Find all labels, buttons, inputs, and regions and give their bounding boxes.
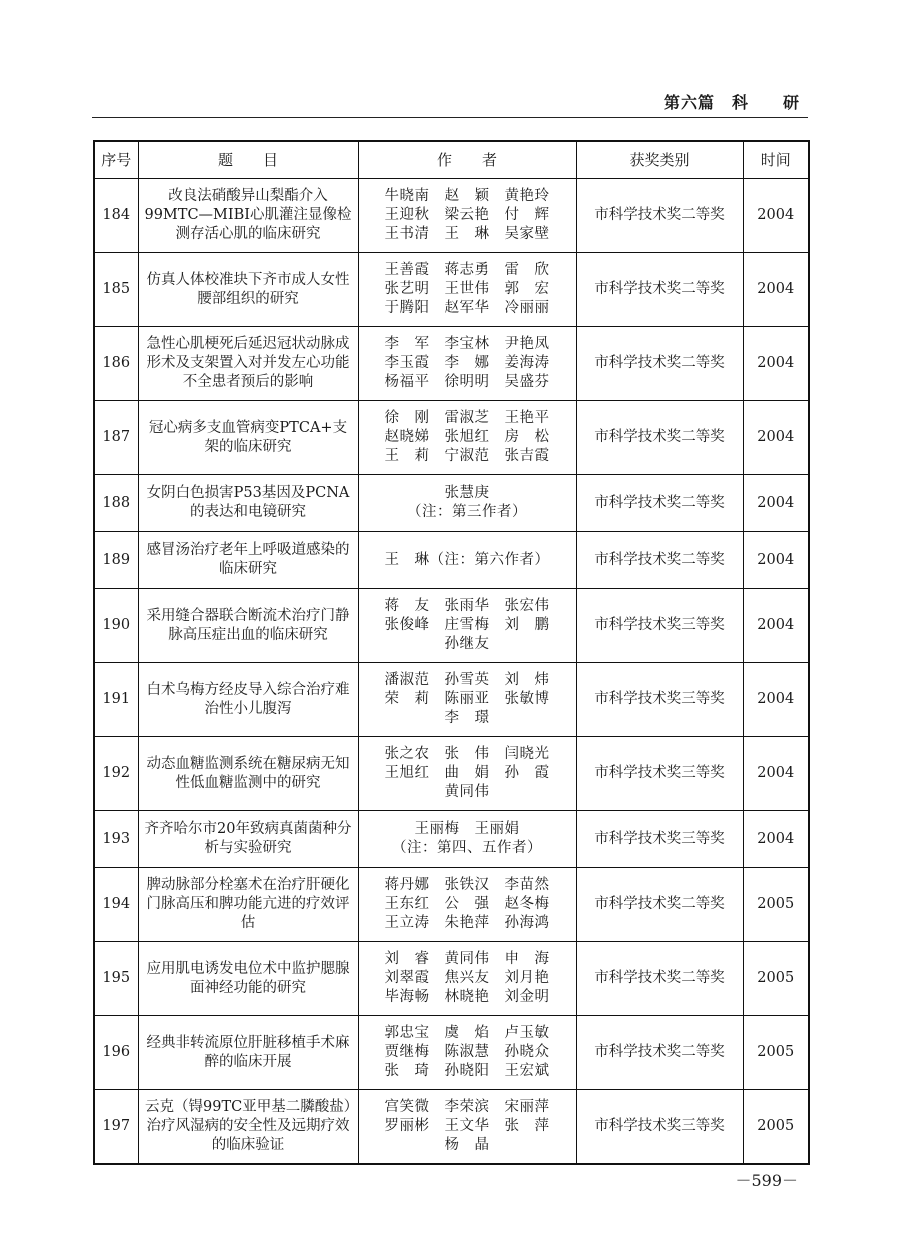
row-award: 市科学技术奖二等奖 — [576, 1016, 743, 1090]
row-year: 2004 — [743, 253, 809, 327]
row-title: 云克（锝99TC亚甲基二膦酸盐）治疗风湿病的安全性及远期疗效的临床验证 — [138, 1090, 358, 1164]
row-num: 190 — [94, 589, 138, 663]
row-title: 急性心肌梗死后延迟冠状动脉成形术及支架置入对并发左心功能不全患者预后的影响 — [138, 327, 358, 401]
row-num: 193 — [94, 811, 138, 868]
page-number: －599－ — [735, 1171, 798, 1190]
row-award: 市科学技术奖二等奖 — [576, 532, 743, 589]
row-award: 市科学技术奖三等奖 — [576, 663, 743, 737]
row-authors: 蒋丹娜 张铁汉 李苗然 王东红 公 强 赵冬梅 王立涛 朱艳萍 孙海鸿 — [358, 868, 576, 942]
table-row — [94, 1016, 809, 1090]
table-row — [94, 811, 809, 868]
row-title: 应用肌电诱发电位术中监护腮腺面神经功能的研究 — [138, 942, 358, 1016]
row-year: 2004 — [743, 179, 809, 253]
row-num: 186 — [94, 327, 138, 401]
row-num: 192 — [94, 737, 138, 811]
row-title: 女阴白色损害P53基因及PCNA的表达和电镜研究 — [138, 475, 358, 532]
table-row — [94, 1090, 809, 1164]
header-year: 时间 — [743, 141, 809, 179]
table-row — [94, 868, 809, 942]
row-title: 脾动脉部分栓塞术在治疗肝硬化门脉高压和脾功能亢进的疗效评估 — [138, 868, 358, 942]
row-num: 194 — [94, 868, 138, 942]
awards-table — [93, 140, 810, 1165]
row-authors: 郭忠宝 虞 焰 卢玉敏 贾继梅 陈淑慧 孙晓众 张 琦 孙晓阳 王宏斌 — [358, 1016, 576, 1090]
table-header-row — [94, 141, 809, 179]
row-award: 市科学技术奖三等奖 — [576, 737, 743, 811]
row-num: 187 — [94, 401, 138, 475]
table-row — [94, 942, 809, 1016]
row-award: 市科学技术奖二等奖 — [576, 253, 743, 327]
header-award: 获奖类别 — [576, 141, 743, 179]
row-title: 冠心病多支血管病变PTCA+支架的临床研究 — [138, 401, 358, 475]
row-title: 感冒汤治疗老年上呼吸道感染的临床研究 — [138, 532, 358, 589]
row-num: 196 — [94, 1016, 138, 1090]
row-title: 采用缝合器联合断流术治疗门静脉高压症出血的临床研究 — [138, 589, 358, 663]
header-num: 序号 — [94, 141, 138, 179]
row-authors: 潘淑范 孙雪英 刘 炜 荣 莉 陈丽亚 张敏博 李 璟 — [358, 663, 576, 737]
row-num: 197 — [94, 1090, 138, 1164]
row-award: 市科学技术奖二等奖 — [576, 475, 743, 532]
row-year: 2004 — [743, 589, 809, 663]
row-year: 2004 — [743, 811, 809, 868]
row-authors: 牛晓南 赵 颖 黄艳玲 王迎秋 梁云艳 付 辉 王书清 王 琳 吴家壁 — [358, 179, 576, 253]
table-row — [94, 401, 809, 475]
table-row — [94, 253, 809, 327]
row-year: 2005 — [743, 868, 809, 942]
row-authors: 王 琳（注：第六作者） — [358, 532, 576, 589]
row-authors: 王丽梅 王丽娟 （注：第四、五作者） — [358, 811, 576, 868]
row-year: 2004 — [743, 532, 809, 589]
row-year: 2005 — [743, 1090, 809, 1164]
row-num: 188 — [94, 475, 138, 532]
table-row — [94, 532, 809, 589]
table-row — [94, 589, 809, 663]
table-row — [94, 179, 809, 253]
table-row — [94, 475, 809, 532]
row-award: 市科学技术奖三等奖 — [576, 811, 743, 868]
row-award: 市科学技术奖三等奖 — [576, 589, 743, 663]
row-year: 2004 — [743, 663, 809, 737]
running-head: 第六篇 科 研 — [663, 93, 800, 112]
row-title: 改良法硝酸异山梨酯介入99MTC—MIBI心肌灌注显像检测存活心肌的临床研究 — [138, 179, 358, 253]
row-title: 经典非转流原位肝脏移植手术麻醉的临床开展 — [138, 1016, 358, 1090]
header-title: 题 目 — [138, 141, 358, 179]
row-num: 191 — [94, 663, 138, 737]
row-authors: 张之农 张 伟 闫晓光 王旭红 曲 娟 孙 霞 黄同伟 — [358, 737, 576, 811]
table-row — [94, 327, 809, 401]
row-award: 市科学技术奖二等奖 — [576, 179, 743, 253]
table-row — [94, 663, 809, 737]
row-authors: 李 军 李宝林 尹艳凤 李玉霞 李 娜 姜海涛 杨福平 徐明明 吴盛芬 — [358, 327, 576, 401]
row-year: 2004 — [743, 737, 809, 811]
row-authors: 王善霞 蒋志勇 雷 欣 张艺明 王世伟 郭 宏 于腾阳 赵军华 冷丽丽 — [358, 253, 576, 327]
row-year: 2005 — [743, 942, 809, 1016]
row-title: 白术乌梅方经皮导入综合治疗难治性小儿腹泻 — [138, 663, 358, 737]
row-authors: 宫笑微 李荣滨 宋丽萍 罗丽彬 王文华 张 萍 杨 晶 — [358, 1090, 576, 1164]
row-award: 市科学技术奖二等奖 — [576, 327, 743, 401]
row-year: 2004 — [743, 327, 809, 401]
row-authors: 徐 刚 雷淑芝 王艳平 赵晓娣 张旭红 房 松 王 莉 宁淑范 张吉霞 — [358, 401, 576, 475]
row-num: 195 — [94, 942, 138, 1016]
row-title: 动态血糖监测系统在糖尿病无知性低血糖监测中的研究 — [138, 737, 358, 811]
row-award: 市科学技术奖三等奖 — [576, 1090, 743, 1164]
table-row — [94, 737, 809, 811]
row-num: 185 — [94, 253, 138, 327]
row-year: 2004 — [743, 401, 809, 475]
header-rule — [92, 117, 808, 118]
row-year: 2005 — [743, 1016, 809, 1090]
row-award: 市科学技术奖二等奖 — [576, 401, 743, 475]
row-authors: 蒋 友 张雨华 张宏伟 张俊峰 庄雪梅 刘 鹏 孙继友 — [358, 589, 576, 663]
row-authors: 刘 睿 黄同伟 申 海 刘翠霞 焦兴友 刘月艳 毕海畅 林晓艳 刘金明 — [358, 942, 576, 1016]
header-authors: 作 者 — [358, 141, 576, 179]
row-num: 184 — [94, 179, 138, 253]
row-award: 市科学技术奖二等奖 — [576, 942, 743, 1016]
row-authors: 张慧庚 （注：第三作者） — [358, 475, 576, 532]
row-award: 市科学技术奖二等奖 — [576, 868, 743, 942]
row-title: 仿真人体校准块下齐市成人女性腰部组织的研究 — [138, 253, 358, 327]
row-num: 189 — [94, 532, 138, 589]
row-title: 齐齐哈尔市20年致病真菌菌种分析与实验研究 — [138, 811, 358, 868]
row-year: 2004 — [743, 475, 809, 532]
